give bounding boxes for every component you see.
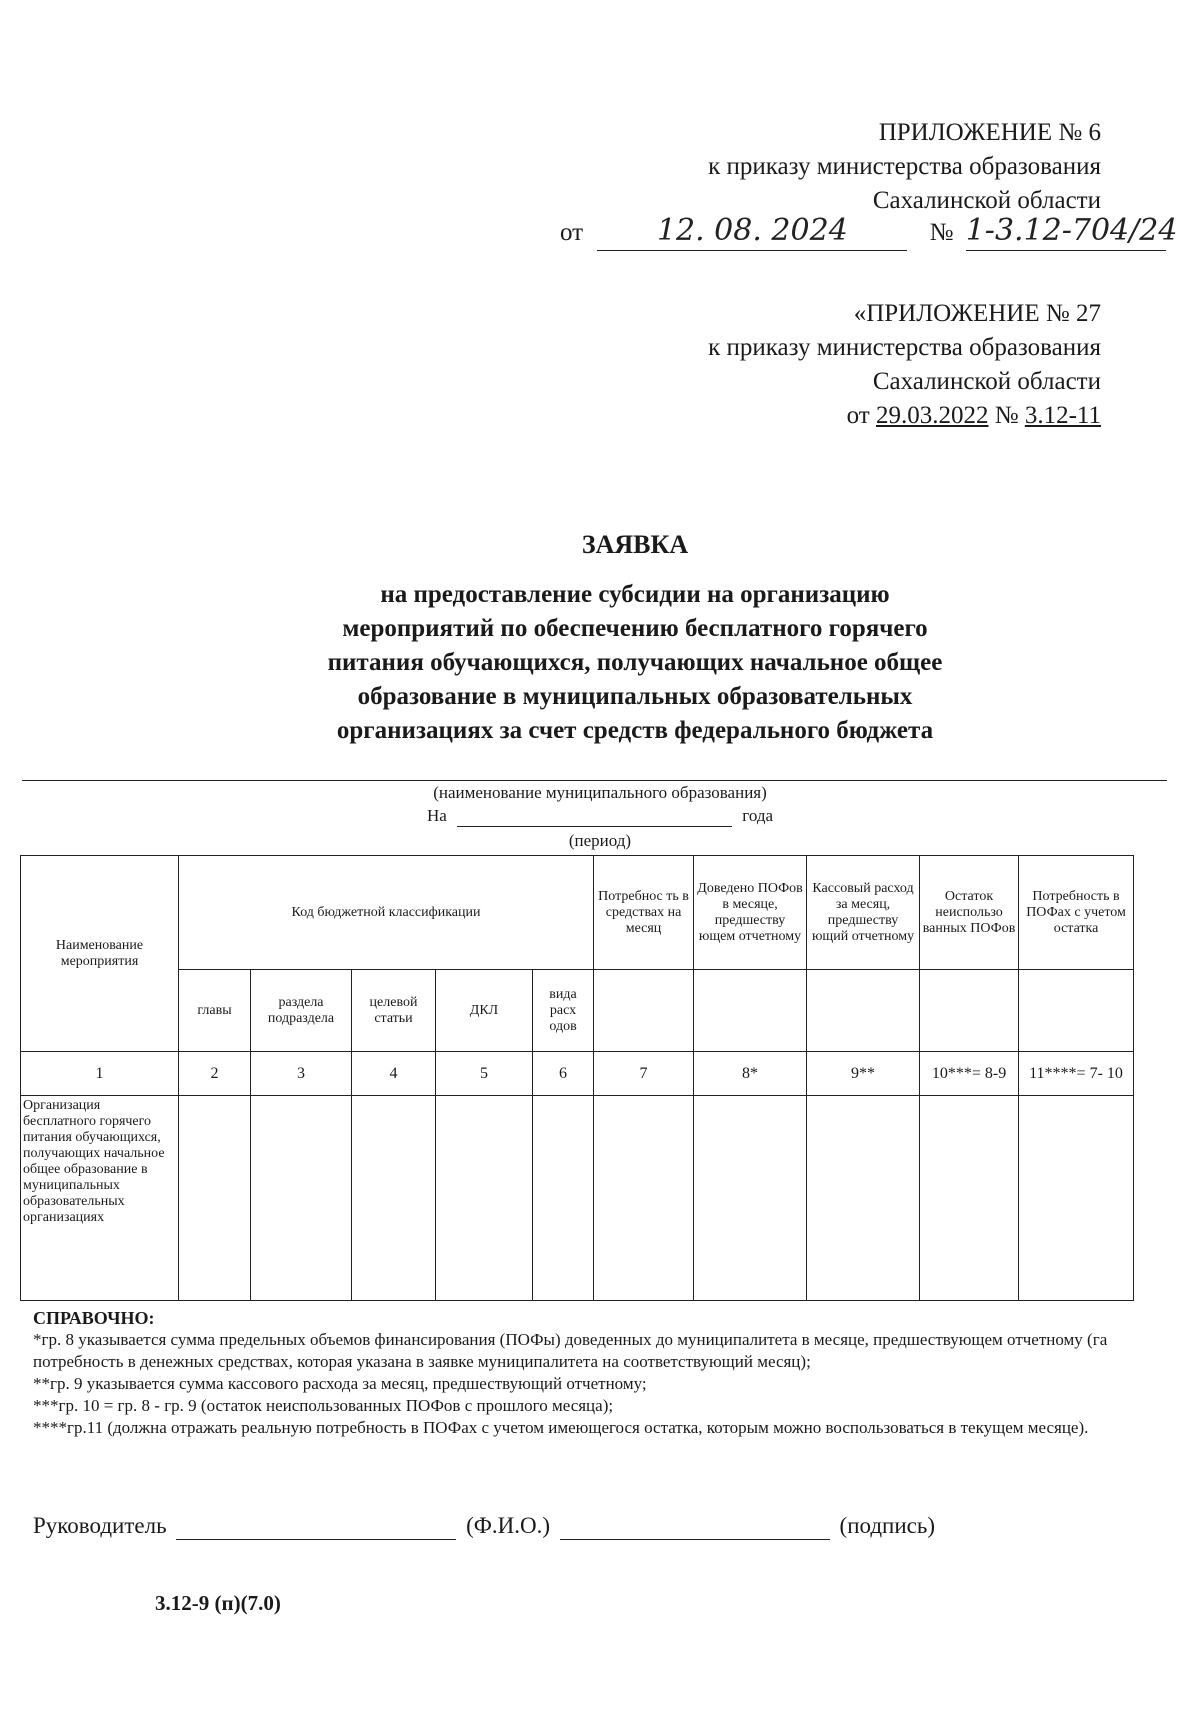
sub-cel: целевой статьи: [352, 970, 436, 1052]
document-subtitle: [0, 578, 1200, 748]
empty-cell: [1019, 970, 1134, 1052]
note-2: **гр. 9 указывается сумма кассового расхода за месяц, предшествующий отчетному;: [33, 1374, 647, 1393]
subtitle-line: на предоставление субсидии на организацию: [380, 581, 890, 608]
note-3: ***гр. 10 = гр. 8 - гр. 9 (остаток неиспользованных ПОФов с прошлого месяца);: [33, 1396, 614, 1415]
column-number: 3: [251, 1052, 352, 1096]
column-number: 9**: [807, 1052, 920, 1096]
sub-vid: вида расх одов: [533, 970, 594, 1052]
empty-cell: [920, 970, 1019, 1052]
appendix6-line1: к приказу министерства образования: [708, 153, 1101, 180]
period-row: [0, 806, 1200, 827]
column-number: 5: [436, 1052, 533, 1096]
notes-block: [33, 1307, 1153, 1439]
appendix6-date-prefix: от: [560, 219, 584, 246]
appendix27-date-prefix: от: [846, 402, 870, 429]
column-number: 2: [179, 1052, 251, 1096]
data-cell: [533, 1096, 594, 1301]
period-prefix: На: [426, 806, 447, 825]
period-suffix: года: [742, 806, 774, 825]
signature-row: [33, 1513, 935, 1540]
header-event: Наименование мероприятия: [21, 856, 179, 1052]
note-4: ****гр.11 (должна отражать реальную потребность в ПОФах с учетом имеющегося остатка, которым можно воспользоваться в текущем месяце).: [33, 1418, 1089, 1437]
column-number: 1: [21, 1052, 179, 1096]
empty-cell: [807, 970, 920, 1052]
period-caption: (период): [568, 831, 632, 850]
appendix6-date-row: [560, 213, 1178, 251]
column-numbers-row: [21, 1052, 1134, 1096]
appendix27-date-row: [708, 399, 1101, 433]
subtitle-line: мероприятий по обеспечению бесплатного горячего: [342, 615, 928, 642]
appendix6-number-prefix: №: [929, 219, 954, 246]
data-cell: [436, 1096, 533, 1301]
fio-label: (Ф.И.О.): [466, 1513, 551, 1538]
column-number: 4: [352, 1052, 436, 1096]
empty-cell: [594, 970, 694, 1052]
note-1: *гр. 8 указывается сумма предельных объемов финансирования (ПОФы) доведенных до муниципалитета в месяце, предшествующем отчетному (га потребность в денежных средствах, которая указана в заявке муниципалитета на соответствующий месяц);: [33, 1330, 1108, 1371]
appendix27-number-prefix: №: [994, 402, 1019, 429]
municipality-line: [22, 780, 1167, 781]
header-remaining: Остаток неиспользо ванных ПОФов: [920, 856, 1019, 970]
subtitle-line: организациях за счет средств федерального бюджета: [336, 717, 934, 744]
signature-field: [560, 1513, 830, 1540]
municipality-caption: (наименование муниципального образования): [433, 783, 767, 802]
appendix6-line2: Сахалинской области: [872, 187, 1101, 214]
appendix6-number-field: [965, 213, 1178, 251]
budget-table: [20, 855, 1134, 1301]
sub-dkl: ДКЛ: [436, 970, 533, 1052]
row-event-name: Организация бесплатного горячего питания обучающихся, получающих начальное общее образование в муниципальных образовательных организациях: [21, 1096, 179, 1301]
head-label: Руководитель: [33, 1513, 167, 1538]
form-code: 3.12-9 (п)(7.0): [155, 1591, 281, 1615]
period-field: [457, 806, 732, 827]
appendix27-block: [708, 297, 1101, 433]
column-number: 11****= 7- 10: [1019, 1052, 1134, 1096]
data-cell: [694, 1096, 807, 1301]
header-kbk: Код бюджетной классификации: [179, 856, 594, 970]
appendix6-date-field: [597, 214, 907, 251]
data-cell: [251, 1096, 352, 1301]
notes-heading: СПРАВОЧНО:: [33, 1308, 155, 1328]
data-cell: [352, 1096, 436, 1301]
sign-label: (подпись): [839, 1513, 936, 1538]
data-cell: [1019, 1096, 1134, 1301]
appendix27-line2: Сахалинской области: [872, 368, 1101, 395]
appendix27-number-value: 3.12-11: [1024, 402, 1101, 429]
appendix27-title: «ПРИЛОЖЕНИЕ № 27: [853, 300, 1101, 327]
header-need-remaining: Потребность в ПОФах с учетом остатка: [1019, 856, 1134, 970]
column-number: 10***= 8-9: [920, 1052, 1019, 1096]
sub-glavy: главы: [179, 970, 251, 1052]
sub-razdel: раздела подраздела: [251, 970, 352, 1052]
appendix6-title: ПРИЛОЖЕНИЕ № 6: [878, 119, 1101, 146]
document-title: ЗАЯВКА: [581, 530, 689, 559]
data-cell: [807, 1096, 920, 1301]
appendix6-block: [708, 116, 1101, 218]
appendix6-number-value: 1-3.12-704/24: [965, 213, 1178, 248]
column-number: 8*: [694, 1052, 807, 1096]
appendix27-date-value: 29.03.2022: [875, 402, 989, 429]
table-row: [21, 1096, 1134, 1301]
head-name-field: [176, 1513, 456, 1540]
empty-cell: [694, 970, 807, 1052]
subtitle-line: питания обучающихся, получающих начальное общее: [327, 649, 943, 676]
column-number: 7: [594, 1052, 694, 1096]
appendix27-line1: к приказу министерства образования: [708, 334, 1101, 361]
appendix6-date-value: 12. 08. 2024: [656, 213, 848, 248]
data-cell: [920, 1096, 1019, 1301]
header-delivered: Доведено ПОФов в месяце, предшеству ющем отчетному: [694, 856, 807, 970]
data-cell: [179, 1096, 251, 1301]
column-number: 6: [533, 1052, 594, 1096]
header-cash: Кассовый расход за месяц, предшеству ющий отчетному: [807, 856, 920, 970]
header-need: Потребнос ть в средствах на месяц: [594, 856, 694, 970]
subtitle-line: образование в муниципальных образовательных: [357, 683, 913, 710]
data-cell: [594, 1096, 694, 1301]
